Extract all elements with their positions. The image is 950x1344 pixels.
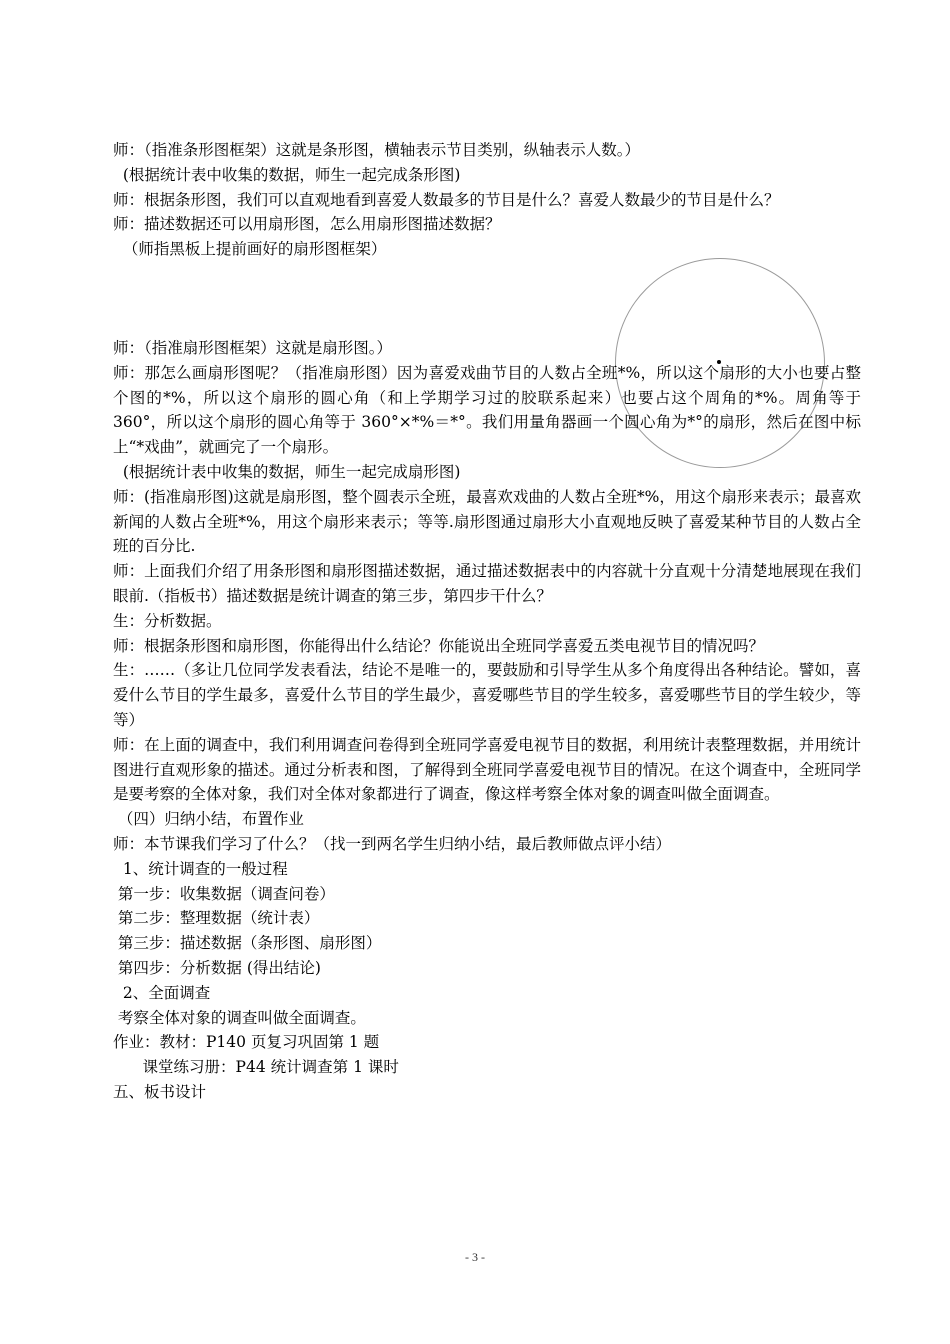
text-line: 师：（指准条形图框架）这就是条形图，横轴表示节目类别，纵轴表示人数。）: [113, 141, 641, 159]
list-item: 第一步：收集数据（调查问卷）: [113, 884, 335, 903]
text-line: 师：本节课我们学习了什么？（找一到两名学生归纳小结，最后教师做点评小结）: [113, 834, 672, 853]
list-item: 2、全面调查: [113, 983, 211, 1002]
section-heading: （四）归纳小结，布置作业: [113, 810, 304, 829]
homework-line: 作业：教材：P140 页复习巩固第 1 题: [113, 1033, 380, 1052]
text-line: 师：（指准扇形图框架）这就是扇形图。）: [113, 338, 393, 357]
text-line: 考察全体对象的调查叫做全面调查。: [113, 1008, 366, 1027]
text-line: (根据统计表中收集的数据，师生一起完成条形图): [113, 165, 461, 184]
document-body: [113, 138, 861, 1105]
list-item: 1、统计调查的一般过程: [113, 859, 288, 878]
list-item: 第三步：描述数据（条形图、扇形图）: [113, 934, 382, 953]
text-line: （师指黑板上提前画好的扇形图框架）: [113, 240, 387, 259]
text-paragraph: 师：(指准扇形图)这就是扇形图，整个圆表示全班，最喜欢戏曲的人数占全班*%，用这个扇形来表示；最喜欢新闻的人数占全班*%，用这个扇形来表示；等等.扇形图通过扇形大小直观地反映了喜爱某种节目的人数占全班的百分比.: [113, 487, 861, 556]
text-paragraph: 师：上面我们介绍了用条形图和扇形图描述数据，通过描述数据表中的内容就十分直观十分清楚地展现在我们眼前.（指板书）描述数据是统计调查的第三步，第四步干什么？: [113, 562, 861, 605]
list-item: 第二步：整理数据（统计表）: [113, 909, 320, 928]
list-item: 第四步：分析数据 (得出结论): [113, 958, 321, 977]
text-line: 师：根据条形图和扇形图，你能得出什么结论？你能说出全班同学喜爱五类电视节目的情况吗？: [113, 636, 765, 655]
text-paragraph: 师：在上面的调查中，我们利用调查问卷得到全班同学喜爱电视节目的数据，利用统计表整理数据，并用统计图进行直观形象的描述。通过分析表和图，了解得到全班同学喜爱电视节目的情况。在这个调查中，全班同学是要考察的全体对象，我们对全体对象都进行了调查，像这样考察全体对象的调查叫做全面调查。: [113, 735, 861, 804]
text-line: 生：分析数据。: [113, 611, 222, 630]
section-heading: 五、板书设计: [113, 1082, 207, 1101]
text-paragraph: 师：那怎么画扇形图呢？（指准扇形图）因为喜爱戏曲节目的人数占全班*%，所以这个扇形的大小也要占整个图的*%，所以这个扇形的圆心角（和上学期学习过的胶联系起来）也要占这个周角的*%。周角等于 360°，所以这个扇形的圆心角等于 360°×*%＝*°。我们用量角器画一个圆心角为*°的扇形，然后在图中标上“*戏曲”，就画完了一个扇形。: [113, 363, 861, 457]
blank-space: [113, 262, 861, 336]
text-line: 师：描述数据还可以用扇形图，怎么用扇形图描述数据？: [113, 215, 501, 234]
text-line: (根据统计表中收集的数据，师生一起完成扇形图): [113, 462, 461, 481]
text-line: 师：根据条形图，我们可以直观地看到喜爱人数最多的节目是什么？喜爱人数最少的节目是什么？: [113, 190, 780, 209]
page-number: - 3 -: [465, 1250, 485, 1264]
text-paragraph: 生：……（多让几位同学发表看法，结论不是唯一的，要鼓励和引导学生从多个角度得出各种结论。譬如，喜爱什么节目的学生最多，喜爱什么节目的学生最少，喜爱哪些节目的学生较多，喜爱哪些节目的学生较少，等等）: [113, 661, 861, 729]
homework-line: 课堂练习册：P44 统计调查第 1 课时: [113, 1058, 399, 1077]
